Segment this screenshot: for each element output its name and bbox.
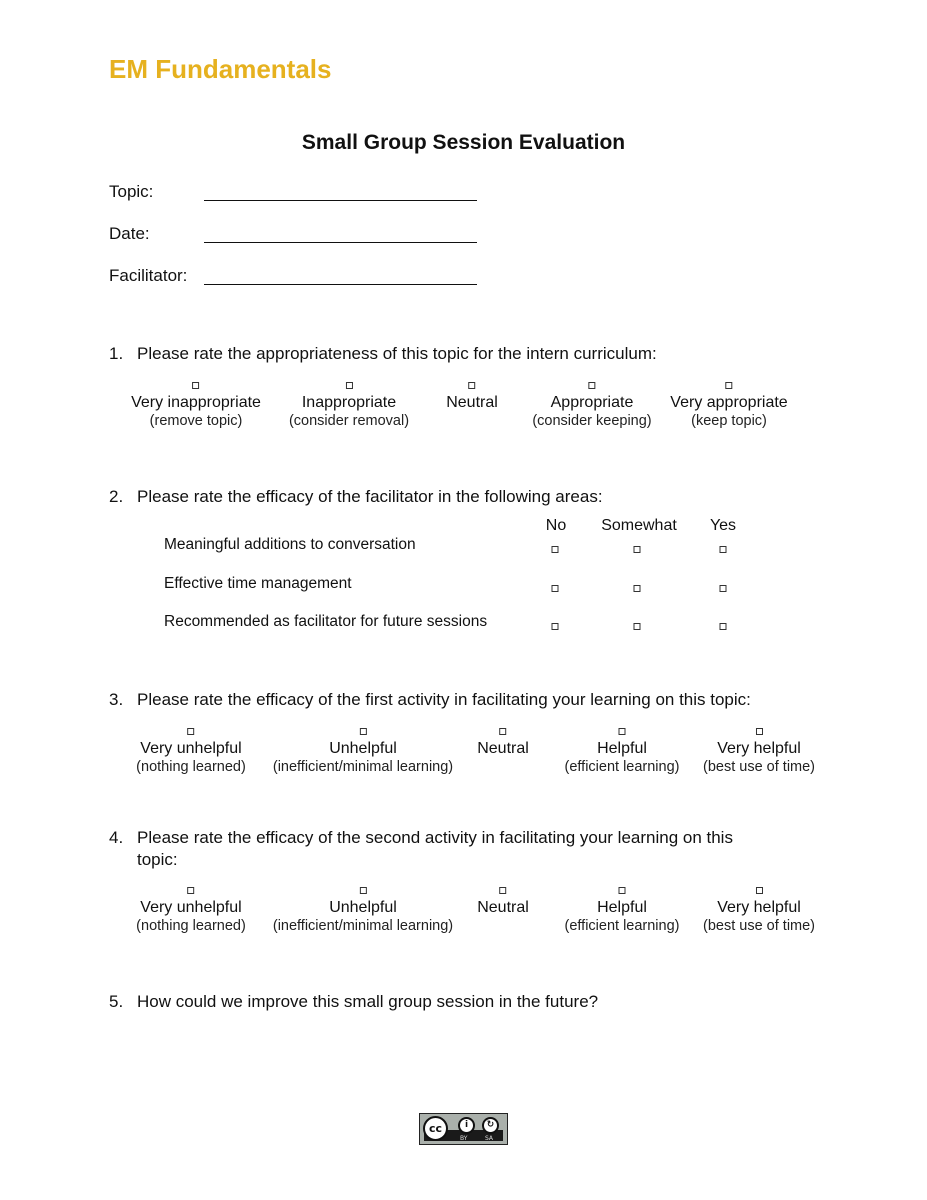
cc-logo-icon: cc <box>423 1116 448 1141</box>
option-sublabel: (consider keeping) <box>532 413 652 429</box>
rating-option <box>565 881 680 935</box>
question-number: 5. <box>109 992 124 1011</box>
checkbox[interactable] <box>552 585 559 592</box>
question-number: 2. <box>109 487 124 506</box>
question-2 <box>109 487 603 507</box>
facilitator-row-label: Effective time management <box>164 575 352 592</box>
checkbox[interactable] <box>720 546 727 553</box>
checkbox[interactable] <box>634 585 641 592</box>
checkbox[interactable] <box>552 546 559 553</box>
question-text: How could we improve this small group session in the future? <box>137 992 599 1011</box>
checkbox[interactable] <box>552 623 559 630</box>
option-sublabel: (remove topic) <box>149 413 243 429</box>
rating-option <box>703 722 815 776</box>
option-sublabel: (inefficient/minimal learning) <box>272 759 454 775</box>
checkbox[interactable] <box>187 728 194 735</box>
column-header-somewhat: Somewhat <box>601 517 677 534</box>
cc-by-label: BY <box>460 1135 468 1142</box>
option-sublabel: (best use of time) <box>702 759 816 775</box>
option-label: Unhelpful <box>329 899 397 916</box>
rating-option <box>670 376 787 430</box>
page-title: Small Group Session Evaluation <box>301 131 626 154</box>
facilitator-row-label: Meaningful additions to conversation <box>164 536 416 553</box>
rating-option <box>477 881 529 917</box>
cc-license-badge <box>419 1113 508 1145</box>
rating-option <box>131 376 261 430</box>
topic-line[interactable] <box>204 200 477 201</box>
checkbox[interactable] <box>345 382 352 389</box>
option-label: Very unhelpful <box>140 899 242 916</box>
question-text: Please rate the appropriateness of this topic for the intern curriculum: <box>137 344 657 363</box>
option-label: Very inappropriate <box>131 394 261 411</box>
cc-sa-label: SA <box>485 1135 494 1142</box>
rating-option <box>136 881 246 935</box>
question-number: 4. <box>109 828 124 847</box>
attribution-icon: i <box>458 1117 475 1134</box>
checkbox[interactable] <box>588 382 595 389</box>
question-1 <box>109 344 657 364</box>
checkbox[interactable] <box>634 546 641 553</box>
rating-option <box>703 881 815 935</box>
checkbox[interactable] <box>726 382 733 389</box>
checkbox[interactable] <box>359 887 366 894</box>
option-label: Inappropriate <box>301 394 397 411</box>
option-label: Helpful <box>597 740 647 757</box>
option-label: Very helpful <box>717 740 801 757</box>
option-sublabel: (best use of time) <box>702 918 816 934</box>
option-label: Helpful <box>597 899 647 916</box>
rating-option <box>273 722 453 776</box>
rating-option <box>477 722 529 758</box>
question-text: Please rate the efficacy of the first activity in facilitating your learning on this topic: <box>137 690 751 709</box>
checkbox[interactable] <box>499 887 506 894</box>
question-4 <box>109 828 733 848</box>
question-text: Please rate the efficacy of the facilitator in the following areas: <box>137 487 603 506</box>
column-header-yes: Yes <box>709 517 737 534</box>
date-label: Date: <box>109 224 150 243</box>
checkbox[interactable] <box>619 887 626 894</box>
rating-option <box>532 376 651 430</box>
checkbox[interactable] <box>634 623 641 630</box>
share-alike-icon: ↻ <box>482 1117 499 1134</box>
rating-option <box>136 722 246 776</box>
option-label: Appropriate <box>550 394 634 411</box>
question-number: 1. <box>109 344 124 363</box>
checkbox[interactable] <box>192 382 199 389</box>
rating-option <box>565 722 680 776</box>
checkbox[interactable] <box>359 728 366 735</box>
column-header-no: No <box>545 517 567 534</box>
checkbox[interactable] <box>755 887 762 894</box>
option-sublabel: (efficient learning) <box>564 759 680 775</box>
option-label: Neutral <box>477 740 529 757</box>
option-label: Very appropriate <box>670 394 788 411</box>
rating-option <box>273 881 453 935</box>
checkbox[interactable] <box>468 382 475 389</box>
rating-option <box>289 376 409 430</box>
question-3 <box>109 690 751 710</box>
option-sublabel: (keep topic) <box>691 413 767 429</box>
option-sublabel: (consider removal) <box>288 413 410 429</box>
question-5 <box>109 992 598 1012</box>
rating-option <box>446 376 498 412</box>
question-number: 3. <box>109 690 124 709</box>
brand-title: EM Fundamentals <box>109 54 332 84</box>
option-label: Very unhelpful <box>140 740 242 757</box>
facilitator-line[interactable] <box>204 284 477 285</box>
facilitator-row-label: Recommended as facilitator for future sessions <box>164 613 488 630</box>
date-line[interactable] <box>204 242 477 243</box>
question-text: Please rate the efficacy of the second activity in facilitating your learning on this <box>137 828 733 847</box>
checkbox[interactable] <box>755 728 762 735</box>
checkbox[interactable] <box>187 887 194 894</box>
option-sublabel: (nothing learned) <box>136 759 246 775</box>
option-label: Unhelpful <box>329 740 397 757</box>
checkbox[interactable] <box>499 728 506 735</box>
option-label: Very helpful <box>717 899 801 916</box>
checkbox[interactable] <box>619 728 626 735</box>
topic-label: Topic: <box>109 182 154 201</box>
option-sublabel: (inefficient/minimal learning) <box>272 918 454 934</box>
option-label: Neutral <box>477 899 529 916</box>
option-sublabel: (efficient learning) <box>564 918 680 934</box>
facilitator-label: Facilitator: <box>109 266 188 285</box>
option-sublabel: (nothing learned) <box>136 918 246 934</box>
question-4-continued: topic: <box>137 850 178 869</box>
checkbox[interactable] <box>720 623 727 630</box>
option-label: Neutral <box>446 394 498 411</box>
checkbox[interactable] <box>720 585 727 592</box>
